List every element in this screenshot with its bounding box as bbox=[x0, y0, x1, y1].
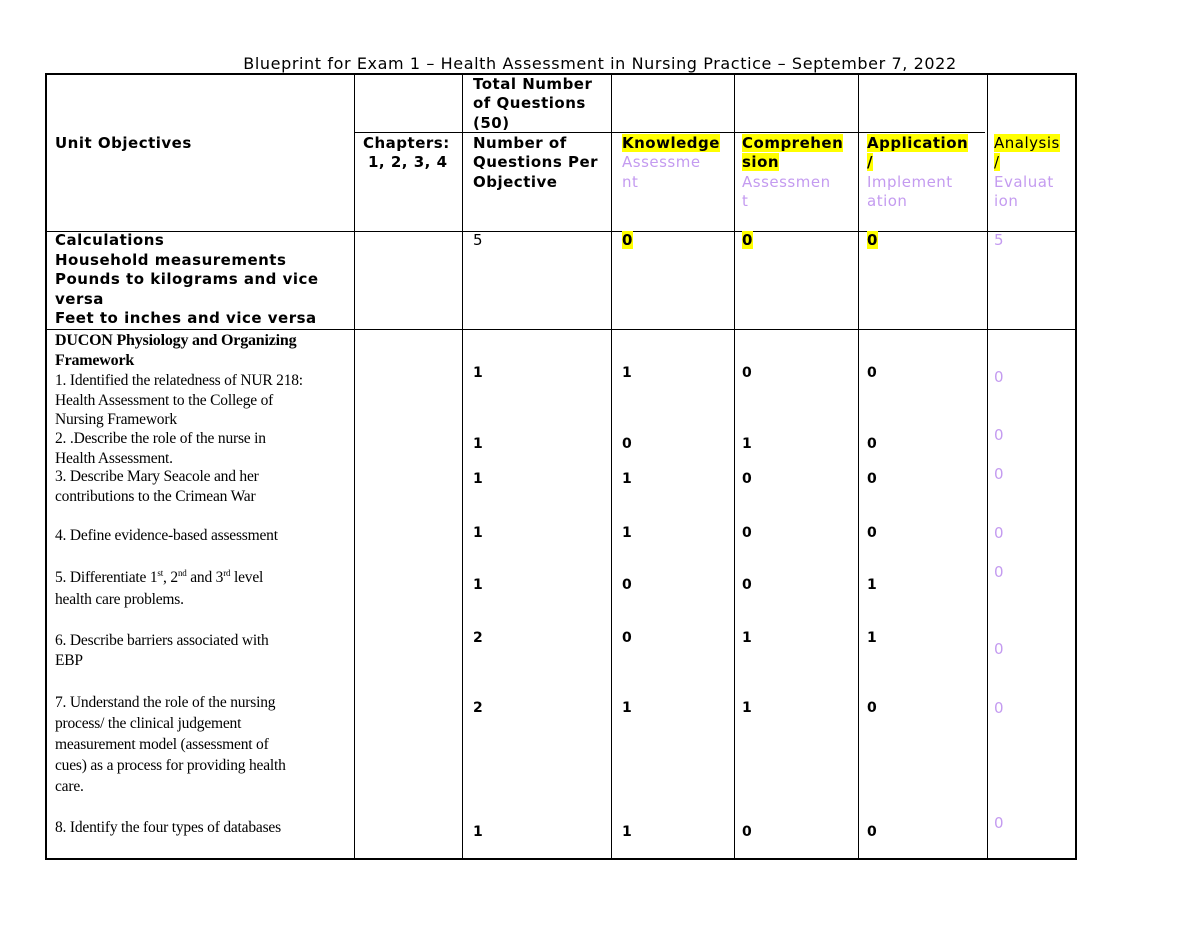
objective-2-analysis: 0 bbox=[994, 426, 1004, 444]
calc-number: 5 bbox=[473, 231, 484, 249]
column-divider bbox=[858, 75, 859, 858]
objective-1-analysis: 0 bbox=[994, 368, 1004, 386]
objective-7-knowledge: 1 bbox=[622, 700, 632, 716]
objective-7-application: 0 bbox=[867, 700, 877, 716]
header-unit-objectives: Unit Objectives bbox=[55, 134, 192, 152]
objective-1-number: 1 bbox=[473, 365, 483, 381]
objective-3-number: 1 bbox=[473, 471, 483, 487]
calc-analysis: 5 bbox=[994, 231, 1005, 249]
objective-6-application: 1 bbox=[867, 630, 877, 646]
column-divider bbox=[611, 75, 612, 858]
objective-6-analysis: 0 bbox=[994, 640, 1004, 658]
calc-knowledge: 0 bbox=[622, 231, 633, 249]
column-divider bbox=[987, 75, 988, 858]
objective-1-application: 0 bbox=[867, 365, 877, 381]
column-divider bbox=[462, 75, 463, 858]
objective-2-knowledge: 0 bbox=[622, 436, 632, 452]
objective-7-analysis: 0 bbox=[994, 699, 1004, 717]
objective-8: 8. Identify the four types of databases bbox=[55, 819, 281, 836]
objective-3-application: 0 bbox=[867, 471, 877, 487]
objective-3-comprehension: 0 bbox=[742, 471, 752, 487]
objective-8-knowledge: 1 bbox=[622, 824, 632, 840]
objective-8-number: 1 bbox=[473, 824, 483, 840]
objective-4-comprehension: 0 bbox=[742, 525, 752, 541]
objective-4: 4. Define evidence-based assessment bbox=[55, 527, 278, 544]
calc-comprehension: 0 bbox=[742, 231, 753, 249]
objective-5-knowledge: 0 bbox=[622, 577, 632, 593]
objective-4-analysis: 0 bbox=[994, 524, 1004, 542]
objective-6-knowledge: 0 bbox=[622, 630, 632, 646]
objective-6-comprehension: 1 bbox=[742, 630, 752, 646]
objective-5-comprehension: 0 bbox=[742, 577, 752, 593]
objective-7-comprehension: 1 bbox=[742, 700, 752, 716]
objective-3-analysis: 0 bbox=[994, 465, 1004, 483]
objective-2-number: 1 bbox=[473, 436, 483, 452]
objective-5-analysis: 0 bbox=[994, 563, 1004, 581]
objective-2-application: 0 bbox=[867, 436, 877, 452]
objective-1-knowledge: 1 bbox=[622, 365, 632, 381]
objective-4-knowledge: 1 bbox=[622, 525, 632, 541]
row-divider bbox=[354, 132, 985, 133]
objective-1-comprehension: 0 bbox=[742, 365, 752, 381]
document-title: Blueprint for Exam 1 – Health Assessment in Nursing Practice – September 7, 2022 bbox=[243, 54, 957, 73]
objective-4-application: 0 bbox=[867, 525, 877, 541]
calc-application: 0 bbox=[867, 231, 878, 249]
row-divider bbox=[47, 231, 1075, 232]
objective-3-knowledge: 1 bbox=[622, 471, 632, 487]
objective-4-number: 1 bbox=[473, 525, 483, 541]
objective-8-analysis: 0 bbox=[994, 814, 1004, 832]
column-divider bbox=[734, 75, 735, 858]
row-divider bbox=[47, 329, 1075, 330]
objective-5-number: 1 bbox=[473, 577, 483, 593]
objective-8-application: 0 bbox=[867, 824, 877, 840]
objective-6-number: 2 bbox=[473, 630, 483, 646]
objective-5-application: 1 bbox=[867, 577, 877, 593]
objective-8-comprehension: 0 bbox=[742, 824, 752, 840]
column-divider bbox=[354, 75, 355, 858]
objective-2-comprehension: 1 bbox=[742, 436, 752, 452]
objective-7-number: 2 bbox=[473, 700, 483, 716]
